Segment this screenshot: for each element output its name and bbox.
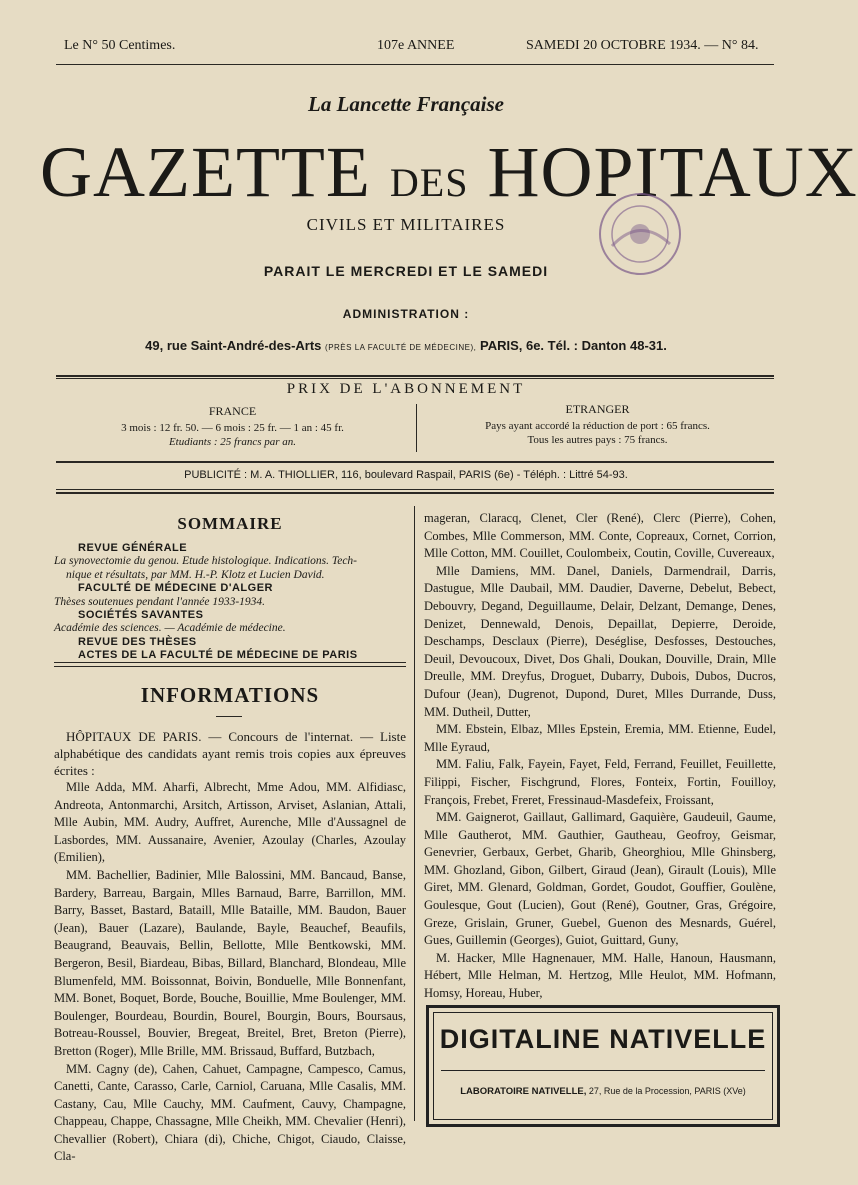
title-hopitaux: HOPITAUX [487,132,858,212]
candidates-e: MM. Ebstein, Elbaz, Mlles Epstein, Eremia, MM. Etienne, Eudel, Mlle Eyraud, [424,722,776,754]
sommaire-item: REVUE GÉNÉRALE [78,542,188,554]
etranger-heading: ETRANGER [565,402,630,416]
candidates-d: Mlle Damiens, MM. Danel, Daniels, Darmendrail, Darris, Dastugue, Mlle Daubail, MM. Daudier, Daverne, Debelut, Bebect, Debouvry, Degand, Deguillaume, Delair, Delzant, Demange, Denes, Denizet, Dennewald, Denois, Depaillat, Depierre, Deroide, Deschamps, Desclaux (Pierre), Deséglise, Desfosses, Destouches, Deuil, Devoucoux, Divet, Dos Ghali, Doukan, Douville, Drain, Mlle Dreulle, MM. Dreyfus, Droguet, Dubarry, Dubois, Dubos, Ducros, Dufour (Jean), Dugrenot, Dupond, Duret, Mlles Durrande, Duss, MM. Dutheil, Dutter, [424,563,776,719]
sommaire-list [54,542,406,663]
administration-label: ADMINISTRATION : [342,307,470,321]
informations-title: INFORMATIONS [140,683,320,707]
sommaire-item: nique et résultats, par MM. H.-P. Klotz et Lucien David. [66,568,325,581]
administration-address [40,338,772,353]
issue-date: SAMEDI 20 OCTOBRE 1934. — N° 84. [526,38,759,53]
advert-title: DIGITALINE NATIVELLE [439,1024,767,1054]
right-column-text [424,510,776,1003]
sommaire-item: La synovectomie du genou. Etude histologique. Indications. Tech- [54,555,357,568]
advert-lab: LABORATOIRE NATIVELLE, [460,1086,587,1097]
france-rates: 3 mois : 12 fr. 50. — 6 mois : 25 fr. — 1 an : 45 fr. [121,422,344,434]
candidates-a: Mlle Adda, MM. Aharfi, Albrecht, Mme Adou, MM. Alfidiasc, Andreota, Antonmarchi, Arsitch, Artisson, Arviset, Aslanian, Attali, Mlle Aubin, MM. Audry, Auffret, Aurenche, Mlle d'Aussagnel de Lasbordes, MM. Aussanaire, Avenier, Azoulay (Charles, Azoulay (Emilien), [54,780,406,865]
sommaire-item: REVUE DES THÈSES [78,635,197,648]
abonnement-france [60,404,405,449]
france-heading: FRANCE [208,404,257,418]
sommaire-item: ACTES DE LA FACULTÉ DE MÉDECINE DE PARIS [78,649,358,662]
left-column-text [54,728,406,1166]
advert-address [429,1086,777,1097]
pub-rule-bottom [56,489,774,490]
abonnement-rule-top [56,375,774,377]
etranger-other: Tous les autres pays : 75 francs. [527,434,668,446]
candidates-h: M. Hacker, Mlle Hagnenauer, MM. Halle, Hanoun, Hausmann, Hébert, Mlle Helman, M. Hertzog, Mlle Heulot, MM. Hofmann, Homsy, Horeau, Huber, [424,950,776,1001]
lancette-subtitle: La Lancette Française [308,92,504,116]
candidates-c-cont: mageran, Claracq, Clenet, Cler (René), Clerc (Pierre), Cohen, Combes, Mlle Commerson, MM. Conte, Copreaux, Cornet, Corrion, Mlle Cotton, MM. Couillet, Coulombeix, Coutin, Coville, Cuvereaux, [424,511,776,561]
candidates-c: MM. Cagny (de), Cahen, Cahuet, Campagne, Campesco, Camus, Canetti, Cante, Carasso, Carle, Carniol, Caruana, Mlle Casalis, MM. Castany, Cau, Mlle Cauchy, MM. Caufment, Cauvy, Champagne, Chappeau, Chappe, Chassagne, Mlle Cheikh, MM. Chevalier (Henri), Chevallier (Robert), Chiara (di), Chiche, Chigot, Ciaudo, Claisse, Cla- [54,1061,406,1164]
informations-lead: HÔPITAUX DE PARIS. — Concours de l'internat. — Liste alphabétique des candidats ayant remis trois copies aux épreuves écrites : [54,729,406,778]
abonnement-etranger [425,402,770,447]
sommaire-rule [54,662,406,663]
sommaire-item: FACULTÉ DE MÉDECINE D'ALGER [78,582,273,595]
abonnement-divider [416,404,417,452]
abonnement-title: PRIX DE L'ABONNEMENT [286,381,526,397]
candidates-b: MM. Bachellier, Badinier, Mlle Balossini, MM. Bancaud, Banse, Bardery, Barreau, Bargain, Mlles Barnaud, Barre, Barrillon, MM. Barry, Basset, Bastard, Bataill, Mlle Bataille, MM. Baudon, Bauer (Jean), Bauer (Lazare), Baulande, Bayle, Beauchef, Beaufils, Beaugrand, Beauvais, Bellin, Bellotte, Mlle Bentkowski, MM. Bergeron, Besil, Biardeau, Bibas, Billard, Blanchard, Blondeau, Mlle Blumenfeld, MM. Boissonnat, Boivin, Bonduelle, Mlle Bonnenfant, MM. Bonet, Boquet, Borde, Bouche, Bouillie, Mme Boulenger, MM. Boulenger, Bourdeau, Bourdin, Bourel, Bourgin, Bours, Boursaus, Botreau-Roussel, Bouvier, Bregeat, Breitel, Bret, Breton (Pierre), Bretton (Roger), Mlle Brille, MM. Brissaud, Buffard, Butzbach, [54,867,406,1058]
digitaline-advert [426,1005,780,1127]
informations-rule [216,716,242,717]
france-students: Etudiants : 25 francs par an. [168,436,297,448]
column-divider [414,506,415,1121]
pub-rule-bottom-thick [56,492,774,494]
header-rule [56,64,774,65]
title-des: DES [389,160,469,205]
publication-days: PARAIT LE MERCREDI ET LE SAMEDI [263,263,549,279]
advert-street: 27, Rue de la Procession, PARIS (XVe) [588,1086,746,1096]
sommaire-item: Thèses soutenues pendant l'année 1933-1934. [54,595,266,608]
candidates-g: MM. Gaignerot, Gaillaut, Gallimard, Gaquière, Gaudeuil, Gaume, Mlle Gautherot, MM. Gauthier, Gautheau, Geofroy, Geismar, Genevrier, Gerbaux, Gerbet, Gharib, Gheorghiou, Mlle Ghinsberg, MM. Ghozland, Gibon, Gilbert, Giraud (Jean), Girault (Louis), Mlle Giret, MM. Glenard, Goldman, Gordet, Goudot, Gouffier, Goulène, Goulesque, Gout (Lucien), Gout (René), Goutner, Gras, Grégoire, Greze, Grislain, Gruner, Guebel, Guenon des Mesnards, Guérel, Gues, Guillemin (Georges), Guiot, Guittard, Guny, [424,810,776,948]
issue-price: Le N° 50 Centimes. [64,38,176,53]
publicite-line: PUBLICITÉ : M. A. THIOLLIER, 116, boulevard Raspail, PARIS (6e) - Téléph. : Littré 54-93. [184,469,628,481]
issue-year: 107e ANNEE [377,38,455,53]
pub-rule-top [56,461,774,463]
sommaire-item: SOCIÉTÉS SAVANTES [78,609,204,622]
advert-rule [441,1070,765,1071]
candidates-f: MM. Faliu, Falk, Fayein, Fayet, Feld, Ferrand, Feuillet, Feuillette, Filippi, Fischer, Fischgrund, Flores, Fonteix, Fortin, Fouilloy, François, Frebet, Freret, Fressinaud-Masdefeix, Froissant, [424,757,776,807]
address-note: (PRÈS LA FACULTÉ DE MÉDECINE), [325,343,477,352]
sommaire-rule-2 [54,666,406,667]
address-city: PARIS, 6e. Tél. : Danton 48-31. [479,338,667,353]
sommaire-title: SOMMAIRE [177,514,283,533]
title-gazette: GAZETTE [40,132,371,212]
address-street: 49, rue Saint-André-des-Arts [145,338,322,353]
etranger-reduced: Pays ayant accordé la réduction de port : 65 francs. [485,420,710,432]
abonnement-rule-top-thin [56,378,774,379]
sommaire-item: Académie des sciences. — Académie de médecine. [54,622,286,635]
header-line [64,38,772,58]
civils-militaires: CIVILS ET MILITAIRES [306,215,506,234]
